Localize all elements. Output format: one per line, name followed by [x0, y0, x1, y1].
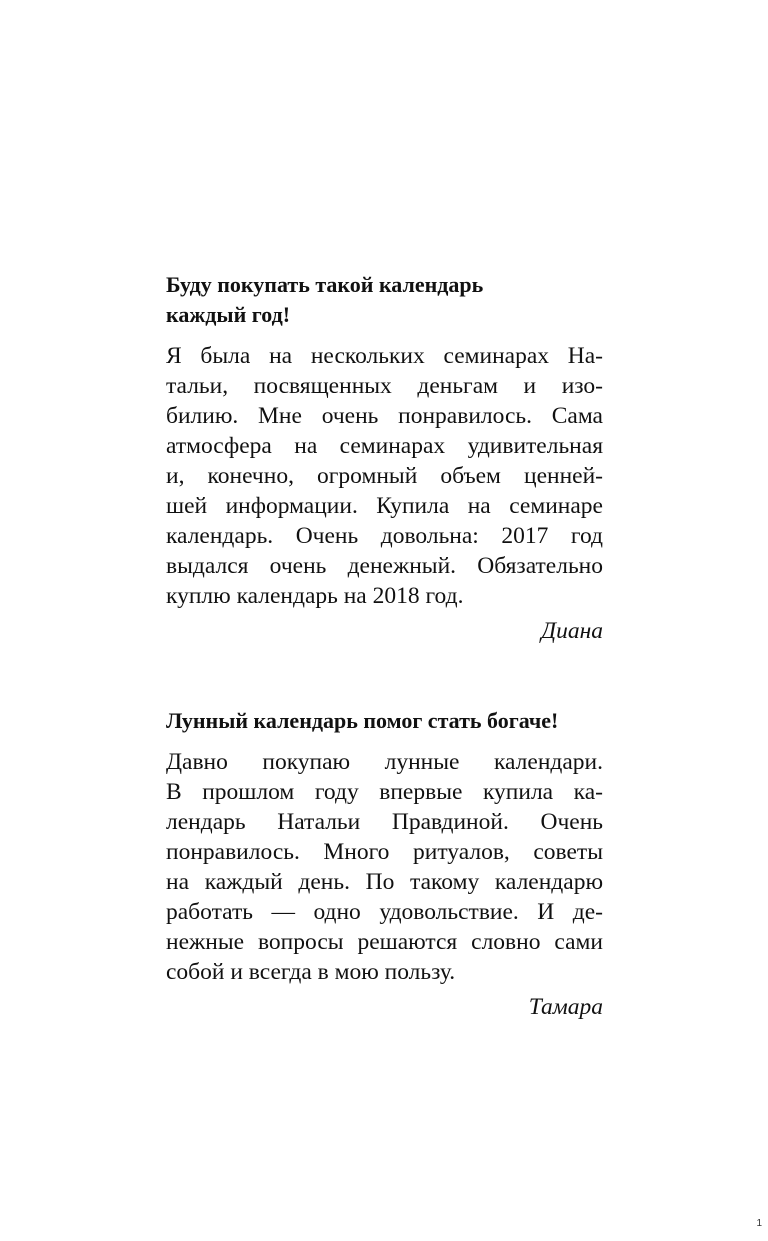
body-line: календарь. Очень довольна: 2017 год: [166, 523, 603, 549]
body-line: В прошлом году впервые купила ка-: [166, 779, 603, 805]
body-line: нежные вопросы решаются словно сами: [166, 929, 603, 955]
review-tamara: [166, 706, 603, 1022]
body-line: Давно покупаю лунные календари.: [166, 749, 603, 775]
review-author: Диана: [541, 618, 603, 644]
body-line: собой и всегда в мою пользу.: [166, 959, 456, 985]
review-heading: [166, 270, 603, 330]
body-line: на каждый день. По такому календарю: [166, 869, 603, 895]
body-line: и, конечно, огромный объем ценней-: [166, 463, 603, 489]
body-line: куплю календарь на 2018 год.: [166, 583, 464, 609]
review-diana: [166, 270, 603, 646]
review-body: [166, 747, 603, 987]
page-number: 1: [756, 1218, 762, 1229]
body-line: тальи, посвященных деньгам и изо-: [166, 373, 603, 399]
body-line: атмосфера на семинарах удивительная: [166, 433, 603, 459]
body-line: понравилось. Много ритуалов, советы: [166, 839, 603, 865]
heading-line: Лунный календарь помог стать богаче!: [166, 708, 559, 733]
review-heading: [166, 706, 603, 736]
review-body: [166, 341, 603, 611]
body-line: Я была на нескольких семинарах На-: [166, 343, 603, 369]
body-line: шей информации. Купила на семинаре: [166, 493, 603, 519]
heading-line: Буду покупать такой календарь: [166, 272, 484, 297]
body-line: лендарь Натальи Правдиной. Очень: [166, 809, 603, 835]
body-line: билию. Мне очень понравилось. Сама: [166, 403, 603, 429]
heading-line: каждый год!: [166, 302, 291, 327]
body-line: работать — одно удовольствие. И де-: [166, 899, 603, 925]
body-line: выдался очень денежный. Обязательно: [166, 553, 603, 579]
review-author: Тамара: [528, 994, 603, 1020]
